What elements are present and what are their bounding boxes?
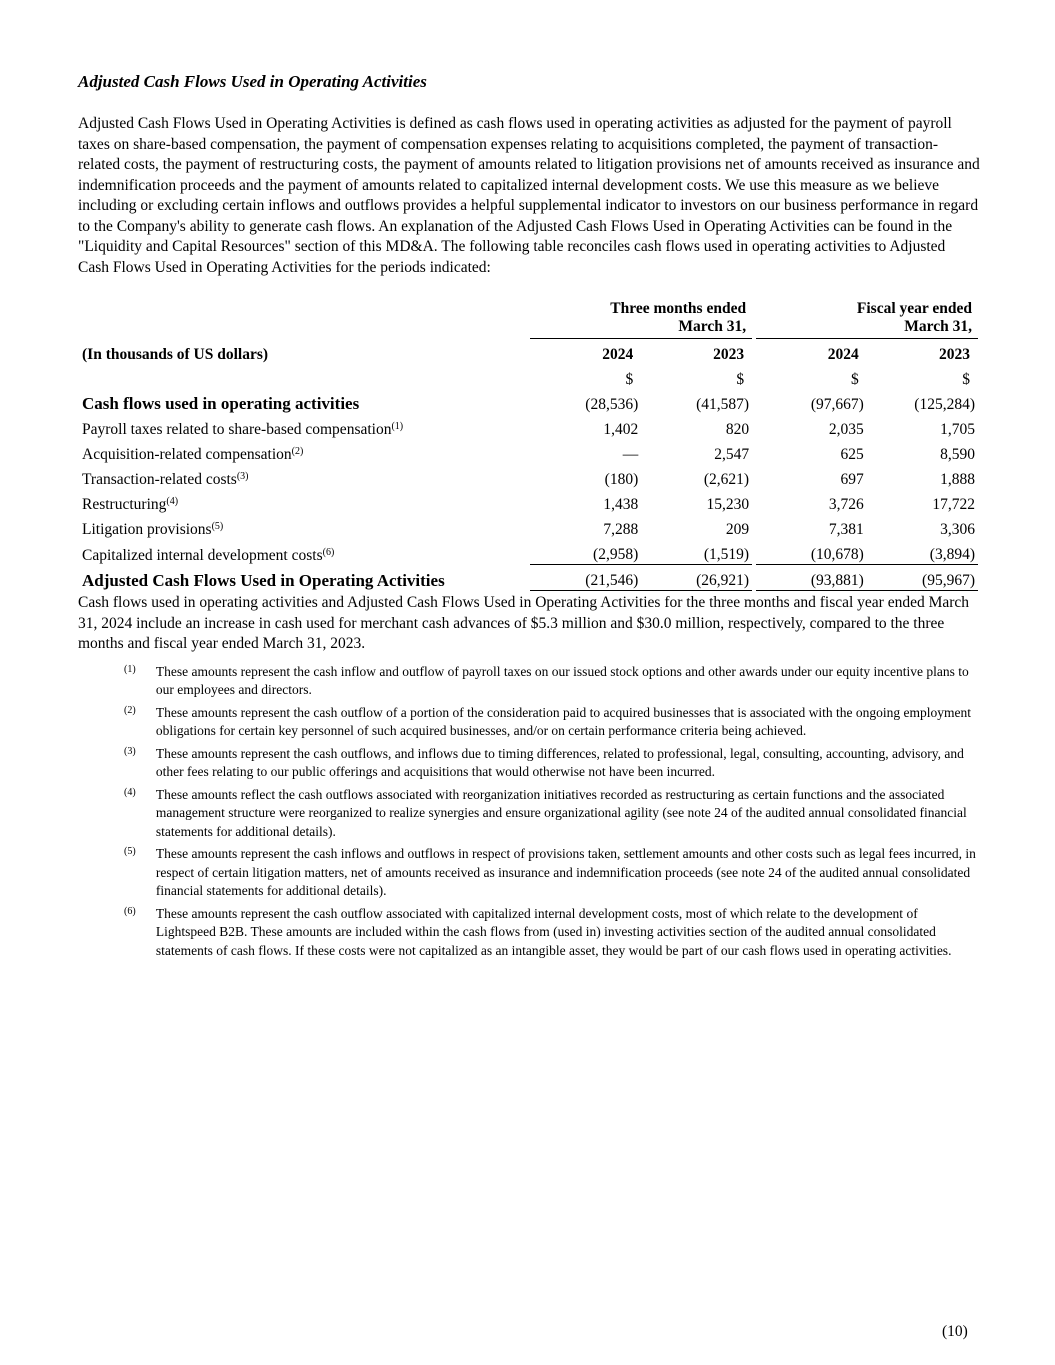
value-cell: (1,519)	[641, 539, 752, 565]
footnote-item	[78, 786, 980, 842]
value-cell: (2,621)	[703, 471, 750, 488]
value-cell: 2,035	[828, 421, 864, 438]
value-cell: (2,958)	[530, 539, 641, 565]
value-cell: 209	[725, 521, 750, 538]
footnote-mark: (1)	[124, 663, 136, 675]
footnote-text: These amounts represent the cash inflow and outflow of payroll taxes on our issued stock options and other awards under our equity incentive plans to our employees and directors.	[155, 663, 969, 697]
footnote-item	[78, 745, 980, 782]
footnote-mark: (6)	[124, 905, 136, 917]
value-cell: (3,894)	[867, 539, 978, 565]
table-row	[78, 439, 978, 464]
footnote-ref: (4)	[166, 496, 179, 507]
footnote-text: These amounts reflect the cash outflows associated with reorganization initiatives recorded as restructuring as certain functions and the associated management structure were reorganized to realize synergies and ensure organizational agility (see note 24 of the audited annual consolidated financial statements for additional details).	[155, 786, 967, 839]
value-cell: (28,536)	[585, 396, 639, 413]
value-cell: 2,547	[714, 446, 750, 463]
footnote-mark: (5)	[124, 846, 136, 857]
value-cell: (93,881)	[756, 565, 867, 591]
group-header-fiscal-year: Fiscal year ended March 31,	[756, 300, 978, 339]
row-label: Acquisition-related compensation$^{(2)}$	[82, 446, 304, 463]
value-cell: 820	[725, 421, 750, 438]
table-row	[78, 414, 978, 439]
value-cell: 8,590	[940, 446, 975, 463]
value-cell: 1,402	[603, 421, 639, 438]
footnote-text: These amounts represent the cash outflows, and inflows due to timing differences, related to professional, legal, consulting, accounting, advisory, and other fees relating to our public offerings and acquisitions that would otherwise not have been incurred.	[155, 745, 964, 779]
table-group-header	[78, 300, 978, 339]
reconciliation-table	[78, 300, 978, 591]
row-label: Cash flows used in operating activities	[82, 394, 360, 413]
year-header-row	[78, 339, 978, 365]
value-cell: 1,888	[940, 471, 975, 488]
adjusted-total-row	[78, 565, 978, 591]
group-header-three-months: Three months ended March 31,	[530, 300, 752, 339]
footnote-mark: (3)	[124, 745, 136, 757]
year-cell: 2023	[939, 346, 970, 363]
footnote-item	[78, 905, 980, 961]
merchant-cash-advance-paragraph: Cash flows used in operating activities and Adjusted Cash Flows Used in Operating Activities for the three months and fiscal year ended March 31, 2024 include an increase in cash used for merchant cash advances of $5.3 million and $30.0 million, respectively, compared to the three months and fiscal year ended March 31, 2023.	[78, 594, 970, 652]
currency-cell: $	[962, 371, 970, 388]
row-label: Restructuring$^{(4)}$	[82, 496, 179, 513]
value-cell: 7,288	[603, 521, 639, 538]
currency-cell: $	[625, 371, 634, 388]
footnote-text: These amounts represent the cash outflow associated with capitalized internal development costs, most of which relate to the development of Lightspeed B2B. These amounts are included within the cash flows from (used in) investing activities section of the audited annual consolidated statements of cash flows. If these costs were not capitalized as an intangible asset, they would be part of our cash flows used in operating activities.	[155, 905, 952, 958]
row-label: Payroll taxes related to share-based compensation$^{(1)}$	[82, 421, 404, 438]
table-row	[78, 489, 978, 514]
currency-cell: $	[736, 371, 745, 388]
row-label: Capitalized internal development costs$^{(6)}$	[82, 546, 335, 564]
row-label: Litigation provisions$^{(5)}$	[82, 521, 224, 538]
year-cell: 2023	[713, 346, 745, 363]
value-cell: 1,705	[940, 421, 975, 438]
currency-row	[78, 364, 978, 389]
footnote-text: These amounts represent the cash inflows and outflows in respect of provisions taken, settlement amounts and other costs such as legal fees incurred, in respect of certain litigation matters, net of amounts received as insurance and indemnification proceeds (see note 24 of the audited annual consolidated financial statements for additional details).	[155, 846, 976, 898]
value-cell: 697	[840, 471, 864, 488]
value-cell: (180)	[604, 471, 639, 488]
value-cell: (21,546)	[530, 565, 641, 591]
footnote-ref: (5)	[211, 521, 224, 532]
row-label: Adjusted Cash Flows Used in Operating Activities	[82, 570, 445, 590]
value-cell: (41,587)	[696, 396, 750, 413]
table-row	[78, 539, 978, 565]
units-label: (In thousands of US dollars)	[82, 346, 269, 363]
value-cell: 3,306	[940, 521, 975, 538]
value-cell: (10,678)	[756, 539, 867, 565]
footnote-item	[78, 845, 980, 901]
value-cell: —	[622, 446, 639, 463]
value-cell: (125,284)	[914, 396, 975, 413]
currency-cell: $	[851, 371, 859, 388]
year-cell: 2024	[827, 346, 859, 363]
value-cell: 625	[840, 446, 864, 463]
table-row	[78, 464, 978, 489]
year-cell: 2024	[602, 346, 634, 363]
section-heading: Adjusted Cash Flows Used in Operating Activities	[78, 72, 427, 91]
footnote-ref: (6)	[322, 546, 335, 558]
value-cell: (95,967)	[867, 565, 978, 591]
value-cell: 1,438	[603, 496, 639, 513]
page-number: (10)	[942, 1323, 968, 1340]
table-row	[78, 514, 978, 539]
operating-cash-flow-row	[78, 389, 978, 414]
footnote-item	[78, 704, 980, 741]
footnotes	[78, 663, 980, 961]
value-cell: (97,667)	[810, 396, 864, 413]
value-cell: 17,722	[932, 496, 975, 513]
value-cell: 3,726	[828, 496, 864, 513]
footnote-mark: (2)	[124, 704, 136, 716]
page-content	[78, 72, 980, 964]
footnote-ref: (1)	[391, 421, 404, 432]
value-cell: 15,230	[706, 496, 750, 513]
value-cell: (26,921)	[641, 565, 752, 591]
value-cell: 7,381	[828, 521, 864, 538]
footnote-ref: (2)	[291, 446, 304, 457]
row-label: Transaction-related costs$^{(3)}$	[82, 471, 249, 488]
footnote-item	[78, 663, 980, 700]
footnote-text: These amounts represent the cash outflow of a portion of the consideration paid to acquired businesses that is associated with the ongoing employment obligations for certain key personnel of such acquired businesses, and/or on certain performance criteria being achieved.	[155, 704, 971, 738]
footnote-mark: (4)	[124, 786, 136, 798]
intro-paragraph: Adjusted Cash Flows Used in Operating Activities is defined as cash flows used in operating activities as adjusted for the payment of payroll taxes on share-based compensation, the payment of compensation expenses relating to acquisitions completed, the payment of transaction-related costs, the payment of restructuring costs, the payment of amounts related to litigation provisions net of amounts received as insurance and indemnification proceeds and the payment of amounts related to capitalized internal development costs. We use this measure as we believe including or excluding certain inflows and outflows provides a helpful supplemental indicator to investors on our business performance in regard to the Company's ability to generate cash flows. An explanation of the Adjusted Cash Flows Used in Operating Activities can be found in the "Liquidity and Capital Resources" section of this MD&A. The following table reconciles cash flows used in operating activities to Adjusted Cash Flows Used in Operating Activities for the periods indicated:	[78, 115, 980, 276]
footnote-ref: (3)	[236, 471, 249, 482]
